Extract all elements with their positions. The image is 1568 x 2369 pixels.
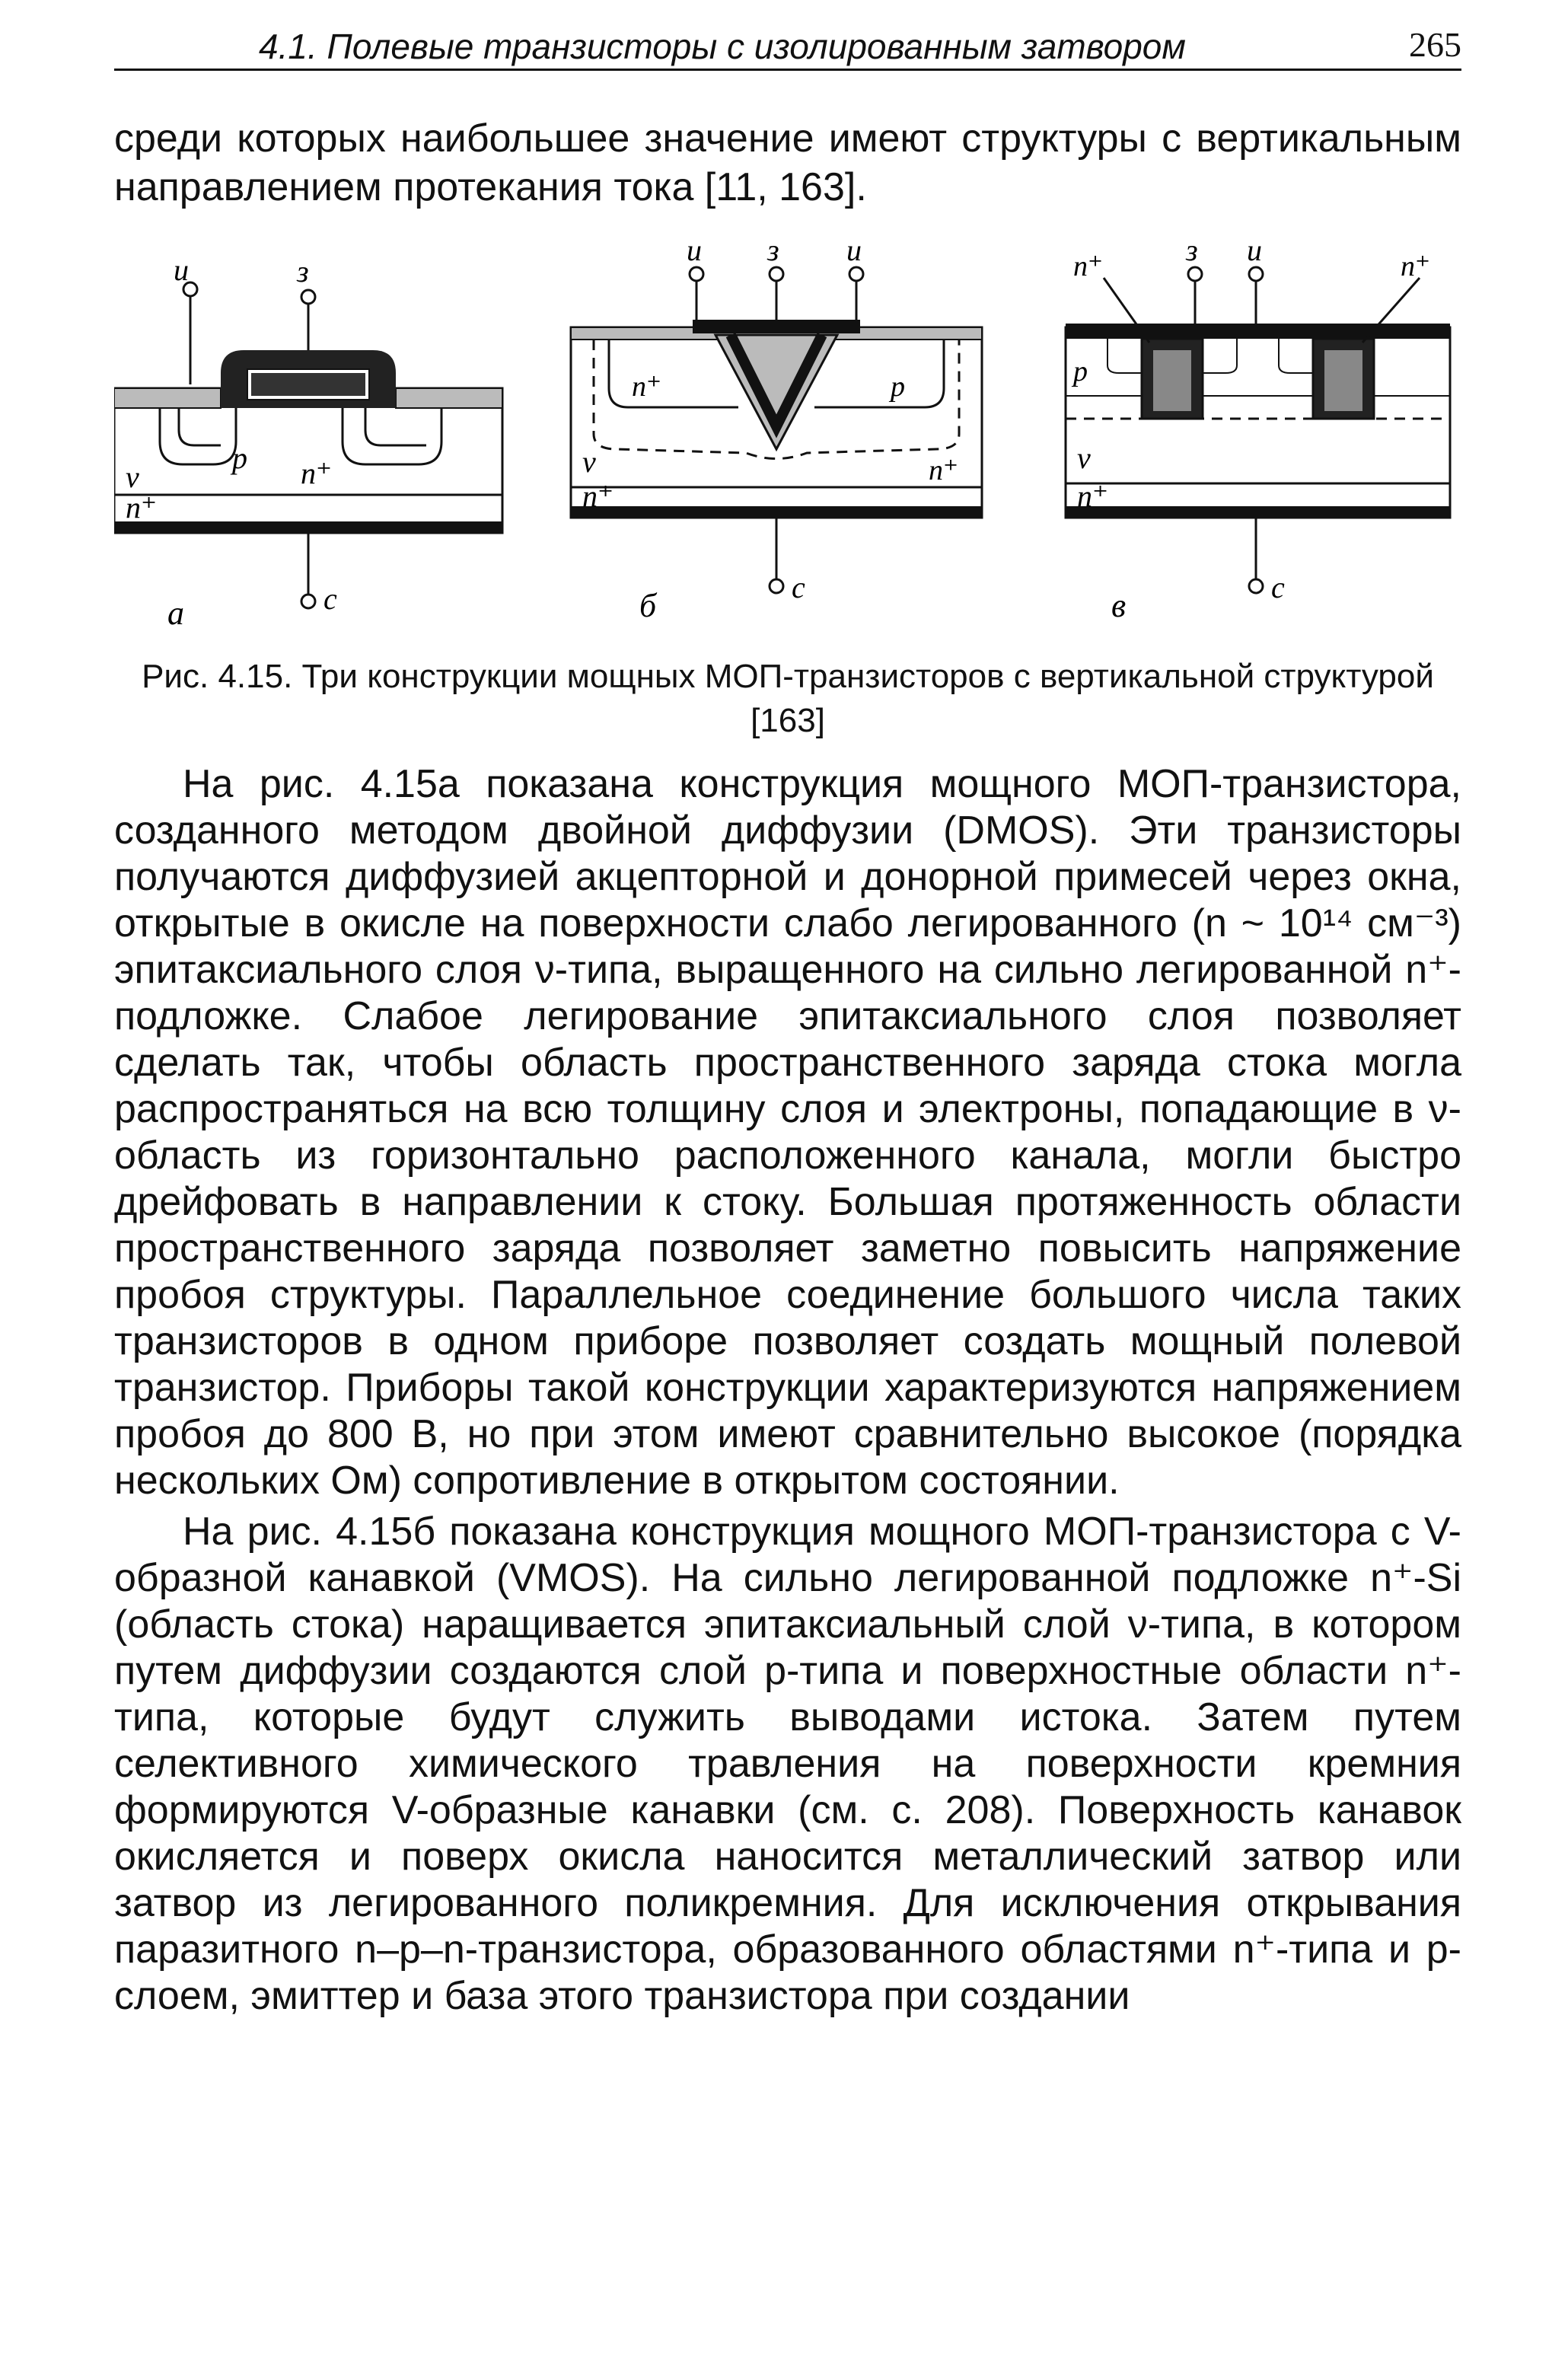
panel-a-nplus-label: n⁺ (301, 456, 333, 490)
panel-c-p-label: p (1073, 356, 1088, 387)
panel-b-p-label: p (891, 371, 905, 403)
panel-c-drain-label: с (1271, 570, 1285, 604)
panel-b-source-left-label: и (687, 244, 702, 267)
paragraph-dmos: На рис. 4.15а показана конструкция мощного МОП-транзистора, созданного методом двойной диффузии (DMOS). Эти транзисторы получаются диффузией акцепторной и донорной примесей через окна, открытые в окисле на поверхности слабо легированного (n ~ 10¹⁴ см⁻³) эпитаксиального слоя ν-типа, выращенного на сильно легированной n⁺-подложке. Слабое легирование эпитаксиального слоя позволяет сделать так, чтобы область пространственного заряда стока могла распространяться на всю толщину слоя и электроны, попадающие в ν-область из горизонтально расположенного канала, могли быстро дрейфовать в направлении к стоку. Большая протяженность области пространственного заряда позволяет заметно повысить напряжение пробоя структуры. Параллельное соединение большого числа таких транзисторов в одном приборе позволяет создать мощный полевой транзистор. Приборы такой конструкции характеризуются напряжением пробоя до 800 В, но при этом имеют сравнительно высокое (порядка нескольких Ом) сопротивление в открытом состоянии. (114, 762, 1461, 1503)
panel-a-label: а (167, 595, 184, 632)
panel-c-v-label: ν (1077, 441, 1091, 475)
panel-b-nplus-right-label: n⁺ (929, 454, 959, 486)
panel-a-gate-label: з (297, 254, 309, 289)
panel-b-substrate-label: n⁺ (582, 479, 614, 513)
panel-b-label: б (639, 587, 657, 624)
panel-b-nplus-left-label: n⁺ (632, 371, 662, 403)
panel-b-v-label: ν (582, 445, 596, 479)
page-number: 265 (1409, 25, 1461, 64)
panel-a-source-label: и (174, 253, 189, 287)
panel-b-source-right-label: и (846, 244, 862, 267)
intro-text: среди которых наибольшее значение имеют структуры с вертикальным направлением протекания тока [11, 163]. (114, 116, 1461, 209)
panel-c-gate-label: з (1186, 244, 1198, 267)
panel-c-nplus-left-label: n⁺ (1073, 250, 1104, 282)
panel-a-p-label: p (232, 441, 247, 475)
figure-diagram (114, 244, 1461, 639)
paragraph-vmos: На рис. 4.15б показана конструкция мощного МОП-транзистора с V-образной канавкой (VMOS). На сильно легированной подложке n⁺-Si (область стока) наращивается эпитаксиальный слой ν-типа, в котором путем диффузии создаются слой p-типа и поверхностные области n⁺-типа, которые будут служить выводами истока. Затем путем селективного химического травления на поверхности кремния формируются V-образные канавки (см. с. 208). Поверхность канавок окисляется и поверх окисла наносится металлический затвор или затвор из легированного поликремния. Для исключения открывания паразитного n–p–n-транзистора, образованного областями n⁺-типа и p-слоем, эмиттер и база этого транзистора при создании (114, 1510, 1461, 2018)
panel-b-gate-label: з (767, 244, 779, 267)
panel-a-v-label: ν (126, 460, 139, 494)
running-header-title: 4.1. Полевые транзисторы с изолированным затвором (259, 27, 1186, 66)
panel-c (1066, 244, 1450, 624)
running-header (114, 21, 1461, 71)
panel-c-substrate-label: n⁺ (1077, 479, 1109, 513)
figure-caption: Рис. 4.15. Три конструкции мощных МОП-транзисторов с вертикальной структурой [163] (142, 658, 1434, 739)
panel-a (114, 253, 502, 632)
body-text (114, 761, 1461, 2024)
panel-b-drain-label: с (792, 570, 805, 604)
figure-4-15 (114, 244, 1461, 639)
panel-c-nplus-right-label: n⁺ (1401, 250, 1431, 282)
panel-b (571, 244, 982, 624)
panel-a-substrate-label: n⁺ (126, 490, 158, 524)
panel-c-body (1066, 327, 1450, 518)
panel-a-drain-label: с (323, 582, 337, 616)
panel-c-source-label: и (1247, 244, 1262, 267)
panel-c-label: в (1111, 587, 1127, 624)
